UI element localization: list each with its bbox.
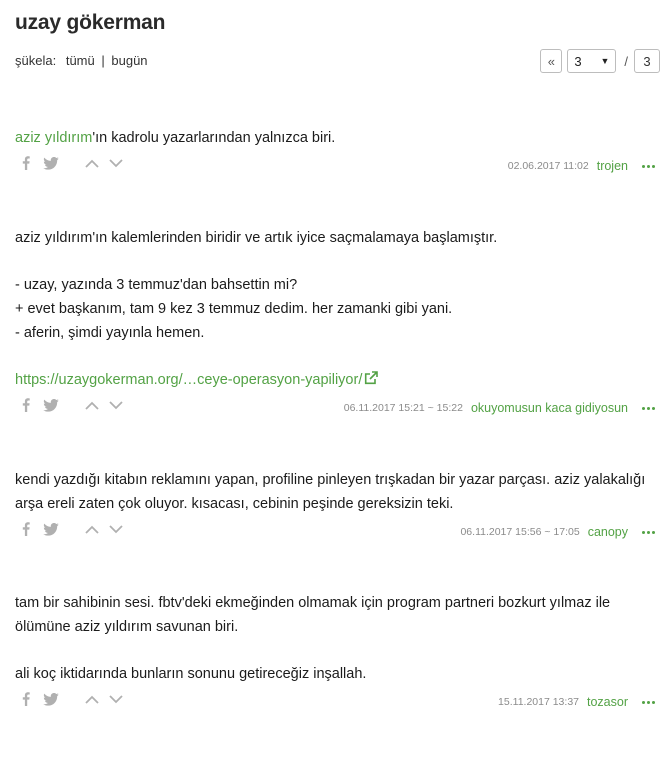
entry bbox=[15, 126, 655, 176]
pager-current-page: 3 bbox=[574, 53, 582, 69]
sukela-all-link[interactable]: tümü bbox=[65, 53, 95, 68]
twitter-icon[interactable] bbox=[43, 398, 59, 412]
entry-reference-link[interactable]: aziz yıldırım bbox=[15, 130, 93, 146]
entry-author[interactable]: trojen bbox=[596, 159, 628, 173]
entry-info bbox=[508, 156, 655, 176]
entry-content bbox=[15, 126, 655, 150]
entry-url: https://uzaygokerman.org/…ceye-operasyon-yapiliyor/ bbox=[15, 372, 363, 388]
entry-date[interactable]: 02.06.2017 11:02 bbox=[507, 160, 589, 172]
entry-actions bbox=[21, 522, 123, 536]
pager-page-select[interactable] bbox=[567, 49, 616, 73]
entry-date[interactable]: 06.11.2017 15:21 ~ 15:22 bbox=[343, 402, 463, 414]
entry-text: 'ın kadrolu yazarlarından yalnızca biri. bbox=[92, 130, 336, 146]
sukela-filter bbox=[15, 53, 148, 68]
entry-text-line: + evet başkanım, tam 9 kez 3 temmuz dedim. her zamanki gibi yani. bbox=[15, 301, 453, 317]
entry bbox=[15, 591, 655, 712]
chevron-up-icon[interactable] bbox=[85, 158, 99, 168]
chevron-up-icon[interactable] bbox=[85, 524, 99, 534]
entry-text: ali koç iktidarında bunların sonunu getireceğiz inşallah. bbox=[15, 666, 367, 682]
entry-date[interactable]: 06.11.2017 15:56 ~ 17:05 bbox=[460, 526, 580, 538]
entry-footer bbox=[15, 398, 655, 418]
more-dots-icon[interactable] bbox=[642, 407, 655, 410]
facebook-icon[interactable] bbox=[21, 522, 31, 536]
entry-actions bbox=[21, 156, 123, 170]
more-dots-icon[interactable] bbox=[642, 165, 655, 168]
pager-last-button[interactable]: 3 bbox=[634, 49, 660, 73]
chevron-down-icon[interactable] bbox=[109, 524, 123, 534]
entry bbox=[15, 468, 655, 542]
entry-text-line: - aferin, şimdi yayınla hemen. bbox=[15, 325, 205, 341]
chevron-down-icon[interactable] bbox=[109, 694, 123, 704]
sukela-separator: | bbox=[101, 53, 105, 68]
external-link-icon bbox=[364, 369, 378, 383]
twitter-icon[interactable] bbox=[43, 522, 59, 536]
entry-author[interactable]: okuyomusun kaca gidiyosun bbox=[470, 401, 628, 415]
entry-footer bbox=[15, 692, 655, 712]
entry-info bbox=[344, 398, 655, 418]
twitter-icon[interactable] bbox=[43, 156, 59, 170]
entry-content bbox=[15, 468, 655, 516]
twitter-icon[interactable] bbox=[43, 692, 59, 706]
entry-author[interactable]: canopy bbox=[587, 525, 628, 539]
entry-date[interactable]: 15.11.2017 13:37 bbox=[498, 696, 579, 708]
entry-actions bbox=[21, 692, 123, 706]
entry-text: kendi yazdığı kitabın reklamını yapan, profiline pinleyen trışkadan bir yazar parçası. aziz yalakalığı arşa ereli zaten çok oluyor. kısacası, cebinin peşinde gereksizin teki. bbox=[15, 472, 646, 512]
entry-content bbox=[15, 226, 655, 392]
entry-author[interactable]: tozasor bbox=[587, 695, 628, 709]
pager bbox=[540, 49, 660, 73]
entry-external-link[interactable] bbox=[15, 372, 378, 388]
facebook-icon[interactable] bbox=[21, 398, 31, 412]
entry-content bbox=[15, 591, 655, 686]
topic-title[interactable]: uzay gökerman bbox=[15, 11, 166, 34]
entry-footer bbox=[15, 156, 655, 176]
more-dots-icon[interactable] bbox=[642, 701, 655, 704]
entry-text-line: - uzay, yazında 3 temmuz'dan bahsettin mi? bbox=[15, 277, 298, 293]
chevron-up-icon[interactable] bbox=[85, 694, 99, 704]
entry-text: tam bir sahibinin sesi. fbtv'deki ekmeğinden olmamak için program partneri bozkurt yılmaz ile ölümüne aziz yıldırım savunan biri. bbox=[15, 595, 611, 635]
sukela-label: şükela: bbox=[15, 53, 57, 68]
facebook-icon[interactable] bbox=[21, 692, 31, 706]
entry-text-line: aziz yıldırım'ın kalemlerinden biridir ve artık iyice saçmalamaya başlamıştır. bbox=[15, 230, 498, 246]
pager-prev-button[interactable]: « bbox=[540, 49, 562, 73]
facebook-icon[interactable] bbox=[21, 156, 31, 170]
chevron-up-icon[interactable] bbox=[85, 400, 99, 410]
entry-info bbox=[498, 692, 655, 712]
pager-separator: / bbox=[624, 53, 628, 69]
chevron-down-icon[interactable] bbox=[109, 400, 123, 410]
caret-down-icon: ▼ bbox=[600, 56, 610, 66]
more-dots-icon[interactable] bbox=[642, 531, 655, 534]
sukela-today-link[interactable]: bugün bbox=[111, 53, 148, 68]
entry bbox=[15, 226, 655, 418]
chevron-down-icon[interactable] bbox=[109, 158, 123, 168]
entry-info bbox=[460, 522, 655, 542]
entry-actions bbox=[21, 398, 123, 412]
entry-footer bbox=[15, 522, 655, 542]
